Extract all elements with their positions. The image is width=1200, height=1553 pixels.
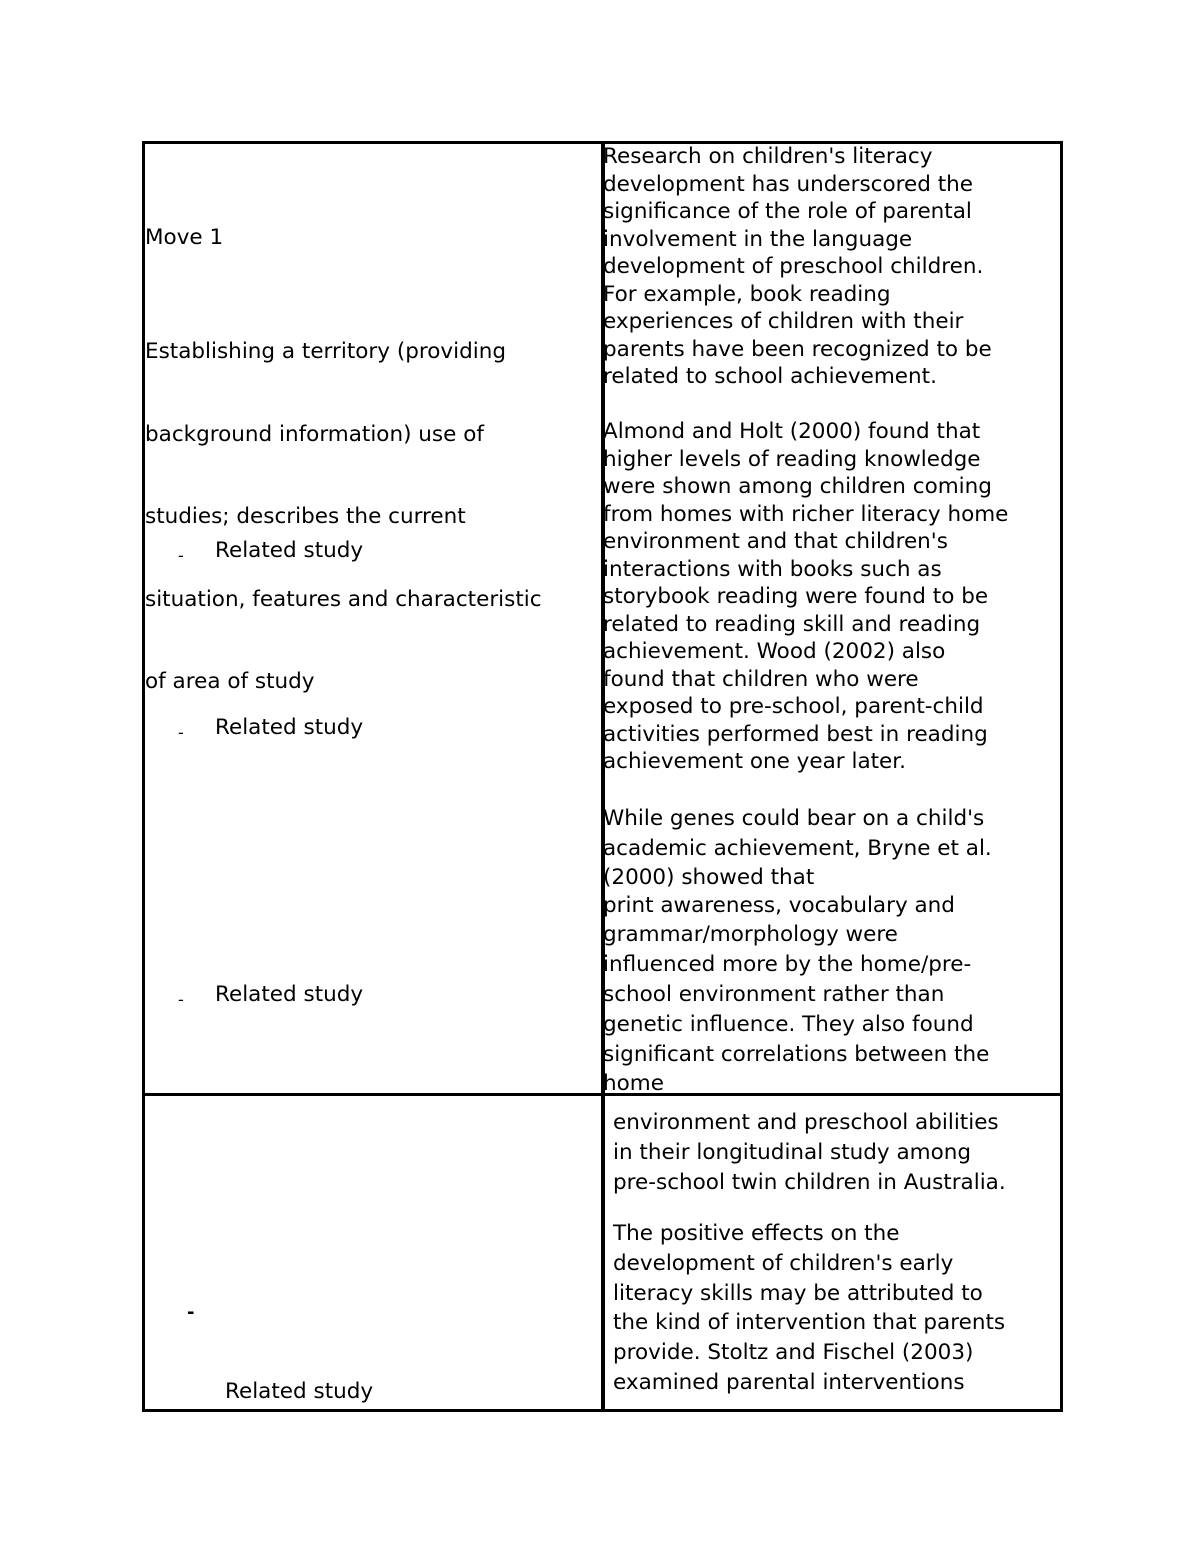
- move-description-line: Establishing a territory (providing: [145, 339, 506, 364]
- paragraph-literacy-research: [603, 143, 1061, 391]
- text-line: development has underscored the: [603, 171, 974, 197]
- move-description-line: studies; describes the current: [145, 504, 466, 529]
- text-line: significance of the role of parental: [603, 199, 972, 224]
- text-line: exposed to pre-school, parent-child: [603, 694, 984, 719]
- text-line: development of preschool children.: [603, 254, 984, 279]
- text-line: development of children's early: [613, 1250, 954, 1276]
- move-description-line: of area of study: [145, 669, 315, 694]
- bullet-dash: -: [178, 990, 184, 1009]
- bullet-dash: -: [187, 1302, 195, 1323]
- text-line: storybook reading were found to be: [603, 584, 989, 609]
- related-study-label: Related study: [215, 538, 364, 563]
- text-line: environment and preschool abilities: [613, 1110, 999, 1135]
- text-line: from homes with richer literacy home: [603, 501, 1009, 527]
- text-line: literacy skills may be attributed to: [613, 1280, 983, 1306]
- text-line: experiences of children with their: [603, 309, 964, 334]
- text-line: the kind of intervention that parents: [613, 1310, 1006, 1336]
- text-line: provide. Stoltz and Fischel (2003): [613, 1340, 974, 1366]
- text-line: significant correlations between the: [603, 1041, 990, 1067]
- text-line: pre-school twin children in Australia.: [613, 1169, 1006, 1195]
- table-cell-continued-label: [142, 1093, 605, 1412]
- text-line: (2000) showed that: [603, 864, 815, 890]
- bullet-dash: -: [178, 546, 184, 565]
- text-line: school environment rather than: [603, 981, 945, 1007]
- text-line: print awareness, vocabulary and: [603, 892, 955, 918]
- text-line: For example, book reading: [603, 281, 891, 307]
- text-line: Research on children's literacy: [603, 144, 933, 169]
- text-line: environment and that children's: [603, 529, 948, 554]
- move-description: [145, 283, 542, 751]
- text-line: parents have been recognized to be: [603, 336, 992, 362]
- text-line: interactions with books such as: [603, 556, 942, 582]
- bullet-dash: -: [178, 723, 184, 742]
- text-line: genetic influence. They also found: [603, 1011, 974, 1037]
- text-line: achievement one year later.: [603, 749, 906, 774]
- text-line: activities performed best in reading: [603, 721, 988, 747]
- paragraph-almond-holt: [603, 418, 1061, 776]
- text-line: Almond and Holt (2000) found that: [603, 419, 981, 444]
- paragraph-positive-effects: [613, 1219, 1071, 1398]
- text-line: examined parental interventions: [613, 1369, 965, 1395]
- text-line: related to school achievement.: [603, 364, 937, 389]
- text-line: influenced more by the home/pre-: [603, 952, 972, 978]
- related-study-label: Related study: [225, 1379, 374, 1404]
- paragraph-environment-abilities: [613, 1108, 1071, 1197]
- text-line: found that children who were: [603, 666, 919, 692]
- move-heading: Move 1: [145, 225, 224, 250]
- text-line: in their longitudinal study among: [613, 1139, 972, 1165]
- text-line: related to reading skill and reading: [603, 611, 981, 637]
- related-study-label: Related study: [215, 715, 364, 740]
- move-description-line: background information) use of: [145, 421, 484, 447]
- text-line: While genes could bear on a child's: [603, 806, 985, 831]
- text-line: academic achievement, Bryne et al.: [603, 835, 992, 861]
- move-description-line: situation, features and characteristic: [145, 586, 542, 612]
- text-line: grammar/morphology were: [603, 922, 898, 948]
- text-line: higher levels of reading knowledge: [603, 446, 981, 472]
- text-line: The positive effects on the: [613, 1221, 900, 1246]
- paragraph-bryne: [603, 804, 1061, 1099]
- text-line: involvement in the language: [603, 226, 913, 252]
- text-line: were shown among children coming: [603, 474, 992, 499]
- related-study-label: Related study: [215, 982, 364, 1007]
- text-line: home: [603, 1071, 664, 1097]
- text-line: achievement. Wood (2002) also: [603, 639, 946, 664]
